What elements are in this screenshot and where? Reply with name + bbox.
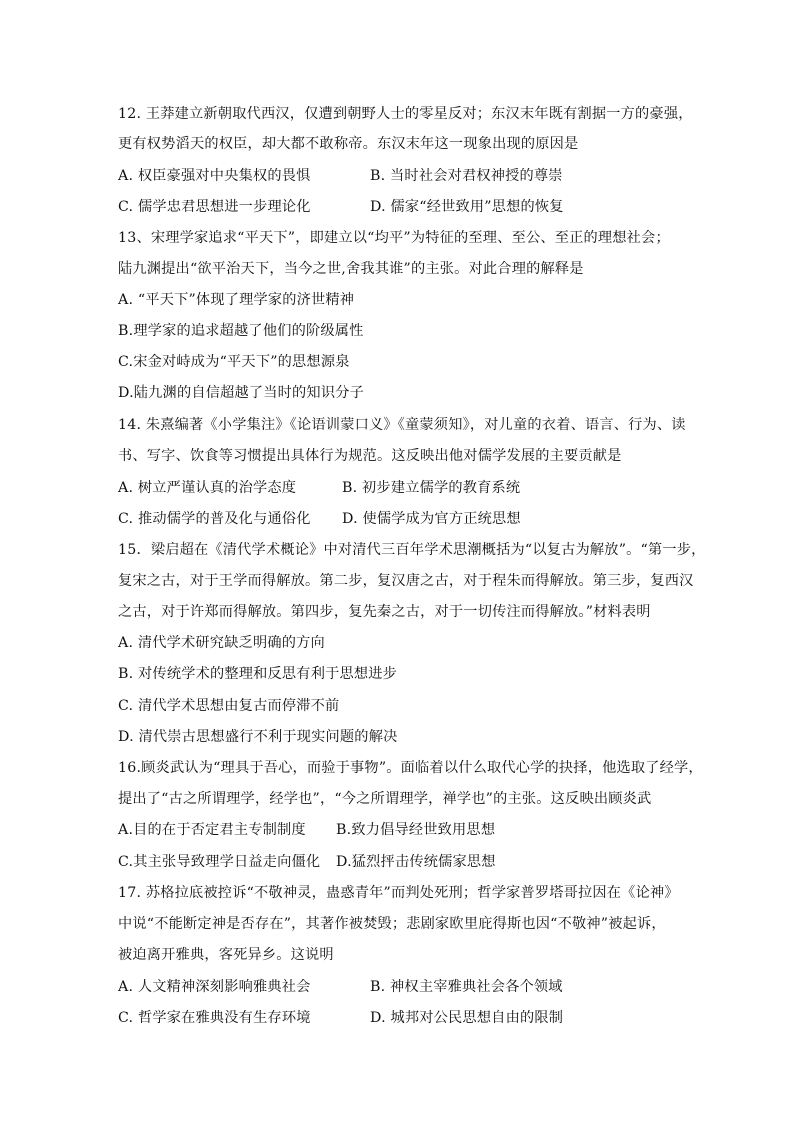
q14-option-a: A. 树立严谨认真的治学态度 bbox=[118, 480, 297, 496]
q16-option-b: B.致力倡导经世致用思想 bbox=[336, 822, 496, 838]
q14-option-d: D. 使儒学成为官方正统思想 bbox=[342, 511, 521, 527]
q13-option-a: A. “平天下”体现了理学家的济世精神 bbox=[118, 292, 355, 308]
q13-stem-line-2: 陆九渊提出“欲平治天下，当今之世,舍我其谁”的主张。对此合理的解释是 bbox=[118, 261, 584, 277]
q16-option-c: C.其主张导致理学日益走向僵化 bbox=[118, 854, 321, 870]
q13-option-d: D.陆九渊的自信超越了当时的知识分子 bbox=[118, 385, 364, 401]
q15-stem-line-3: 之古，对于许郑而得解放。第四步，复先秦之古，对于一切传注而得解放。”材料表明 bbox=[118, 604, 651, 620]
q15-stem-line-2: 复宋之古，对于王学而得解放。第二步，复汉唐之古，对于程朱而得解放。第三步，复西汉 bbox=[118, 573, 694, 589]
q15-option-c: C. 清代学术思想由复古而停滞不前 bbox=[118, 698, 340, 714]
q13-option-c: C.宋金对峙成为“平天下”的思想源泉 bbox=[118, 354, 350, 370]
q16-stem-line-1: 16.顾炎武认为“理具于吾心，而验于事物”。面临着以什么取代心学的抉择，他选取了经学， bbox=[118, 760, 703, 776]
q17-option-a: A. 人文精神深刻影响雅典社会 bbox=[118, 979, 311, 995]
q13-option-b: B.理学家的追求超越了他们的阶级属性 bbox=[118, 323, 364, 339]
q15-option-a: A. 清代学术研究缺乏明确的方向 bbox=[118, 635, 325, 651]
q12-option-a: A. 权臣豪强对中央集权的畏惧 bbox=[118, 168, 311, 184]
q13-stem-line-1: 13、宋理学家追求“平天下”，即建立以“均平”为特征的至理、至公、至正的理想社会； bbox=[118, 230, 670, 246]
q15-option-d: D. 清代崇古思想盛行不利于现实问题的解决 bbox=[118, 729, 398, 745]
q17-option-d: D. 城邦对公民思想自由的限制 bbox=[370, 1010, 564, 1026]
q12-option-c: C. 儒学忠君思想进一步理论化 bbox=[118, 199, 311, 215]
q17-option-c: C. 哲学家在雅典没有生存环境 bbox=[118, 1010, 311, 1026]
q17-option-b: B. 神权主宰雅典社会各个领域 bbox=[370, 979, 563, 995]
q16-option-d: D.猛烈抨击传统儒家思想 bbox=[336, 854, 496, 870]
q12-stem-line-1: 12. 王莽建立新朝取代西汉，仅遭到朝野人士的零星反对；东汉末年既有割据一方的豪强， bbox=[118, 106, 693, 122]
q17-stem-line-1: 17. 苏格拉底被控诉“不敬神灵，蛊惑青年”而判处死刑；哲学家普罗塔哥拉因在《论神》 bbox=[118, 885, 679, 901]
q16-stem-line-2: 提出了“古之所谓理学，经学也”，“今之所谓理学，禅学也”的主张。这反映出顾炎武 bbox=[118, 791, 652, 807]
q12-option-b: B. 当时社会对君权神授的尊崇 bbox=[370, 168, 563, 184]
q15-stem-line-1: 15．梁启超在《清代学术概论》中对清代三百年学术思潮概括为“以复古为解放”。“第一步， bbox=[118, 542, 706, 558]
q14-option-b: B. 初步建立儒学的教育系统 bbox=[342, 480, 521, 496]
q12-stem-line-2: 更有权势滔天的权臣，却大都不敢称帝。东汉末年这一现象出现的原因是 bbox=[118, 136, 579, 152]
q17-stem-line-2: 中说“不能断定神是否存在”，其著作被焚毁；悲剧家欧里庇得斯也因“不敬神”被起诉， bbox=[118, 916, 666, 932]
q14-stem-line-2: 书、写字、饮食等习惯提出具体行为规范。这反映出他对儒学发展的主要贡献是 bbox=[118, 448, 622, 464]
q12-option-d: D. 儒家“经世致用”思想的恢复 bbox=[370, 199, 564, 215]
q16-option-a: A.目的在于否定君主专制制度 bbox=[118, 822, 306, 838]
q17-stem-line-3: 被迫离开雅典，客死异乡。这说明 bbox=[118, 947, 334, 963]
q15-option-b: B. 对传统学术的整理和反思有利于思想进步 bbox=[118, 666, 398, 682]
q14-option-c: C. 推动儒学的普及化与通俗化 bbox=[118, 511, 311, 527]
q14-stem-line-1: 14. 朱熹编著《小学集注》《论语训蒙口义》《童蒙须知》，对儿童的衣着、语言、行为、读 bbox=[118, 417, 686, 433]
